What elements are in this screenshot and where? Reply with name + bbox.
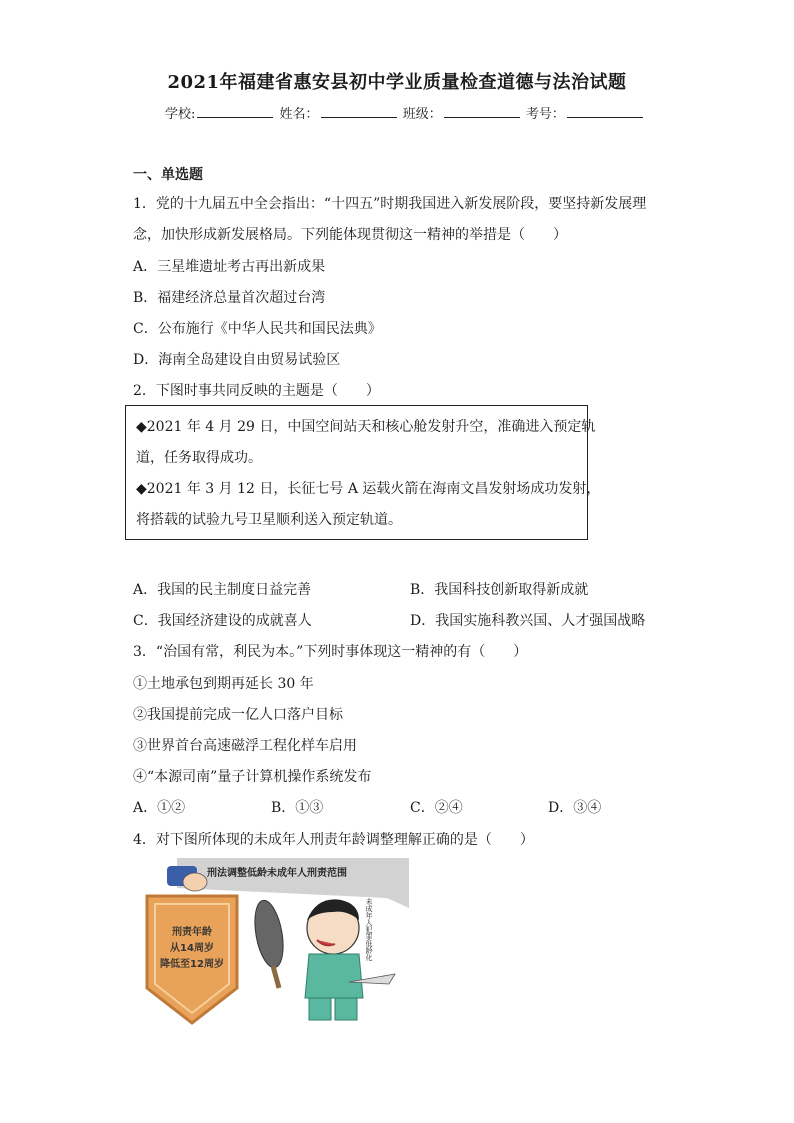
- q3-option-c: C．②④: [410, 800, 463, 816]
- q3-option-b: B．①③: [271, 800, 324, 816]
- shield-text-line2: 从14周岁: [170, 943, 214, 954]
- exam-no-label: 考号：: [525, 107, 565, 122]
- shield-text-line3: 降低至12周岁: [160, 959, 224, 970]
- cartoon-club-handle: [273, 966, 279, 988]
- q2-box-line4: 将搭载的试验九号卫星顺利送入预定轨道。: [136, 512, 402, 528]
- cartoon-club-label: 未成年人犯罪低龄化: [365, 898, 373, 961]
- q1-option-b: B．福建经济总量首次超过台湾: [133, 290, 326, 306]
- cartoon-hand: [183, 873, 207, 891]
- cartoon-banner-text: 刑法调整低龄未成年人刑责范围: [207, 868, 347, 879]
- q2-option-d: D．我国实施科教兴国、人才强国战略: [410, 613, 646, 629]
- q3-option-a: A．①②: [133, 800, 186, 816]
- q1-stem-line1: 1．党的十九届五中全会指出：“十四五”时期我国进入新发展阶段，要坚持新发展理: [133, 196, 647, 212]
- exam-info-bar: [165, 103, 645, 122]
- q2-box-line3: ◆2021 年 3 月 12 日，长征七号 A 运载火箭在海南文昌发射场成功发射，: [136, 481, 601, 497]
- q3-option-d: D．③④: [548, 800, 602, 816]
- q2-stem: 2．下图时事共同反映的主题是（ ）: [133, 383, 380, 399]
- page-title: 2021年福建省惠安县初中学业质量检查道德与法治试题: [167, 72, 627, 93]
- cartoon-boy-leg-right: [335, 998, 357, 1020]
- school-label: 学校:: [165, 107, 196, 122]
- name-label: 姓名：: [279, 107, 319, 122]
- q1-stem-line2: 念，加快形成新发展格局。下列能体现贯彻这一精神的举措是（ ）: [133, 227, 567, 243]
- q2-box-line1: ◆2021 年 4 月 29 日，中国空间站天和核心舱发射升空，准确进入预定轨: [136, 419, 596, 435]
- shield-text-line1: 刑责年龄: [172, 927, 212, 938]
- q1-option-a: A．三星堆遗址考古再出新成果: [133, 259, 326, 275]
- cartoon-club: [250, 898, 287, 969]
- q4-cartoon-image: [137, 858, 409, 1026]
- cartoon-boy-shirt: [305, 954, 363, 998]
- class-label: 班级：: [402, 107, 442, 122]
- q2-box-line2: 道，任务取得成功。: [136, 450, 262, 466]
- q1-option-d: D．海南全岛建设自由贸易试验区: [133, 352, 341, 368]
- q2-option-a: A．我国的民主制度日益完善: [133, 582, 312, 598]
- exam-no-blank[interactable]: [567, 105, 643, 118]
- section-title: 一、单选题: [133, 167, 203, 183]
- q4-stem: 4．对下图所体现的未成年人刑责年龄调整理解正确的是（ ）: [133, 832, 534, 848]
- name-blank[interactable]: [321, 105, 397, 118]
- q1-option-c: C．公布施行《中华人民共和国民法典》: [133, 321, 382, 337]
- q2-news-box: [125, 405, 601, 540]
- q2-option-b: B．我国科技创新取得新成就: [410, 582, 589, 598]
- q3-item-4: ④“本源司南”量子计算机操作系统发布: [133, 769, 372, 785]
- q3-item-1: ①土地承包到期再延长 30 年: [133, 676, 314, 692]
- q2-option-c: C．我国经济建设的成就喜人: [133, 613, 312, 629]
- q3-stem: 3．“治国有常，利民为本。”下列时事体现这一精神的有（ ）: [133, 644, 528, 660]
- school-blank[interactable]: [197, 105, 273, 118]
- q3-item-3: ③世界首台高速磁浮工程化样车启用: [133, 738, 357, 754]
- class-blank[interactable]: [444, 105, 520, 118]
- q3-item-2: ②我国提前完成一亿人口落户目标: [133, 707, 343, 723]
- cartoon-boy-leg-left: [309, 998, 331, 1020]
